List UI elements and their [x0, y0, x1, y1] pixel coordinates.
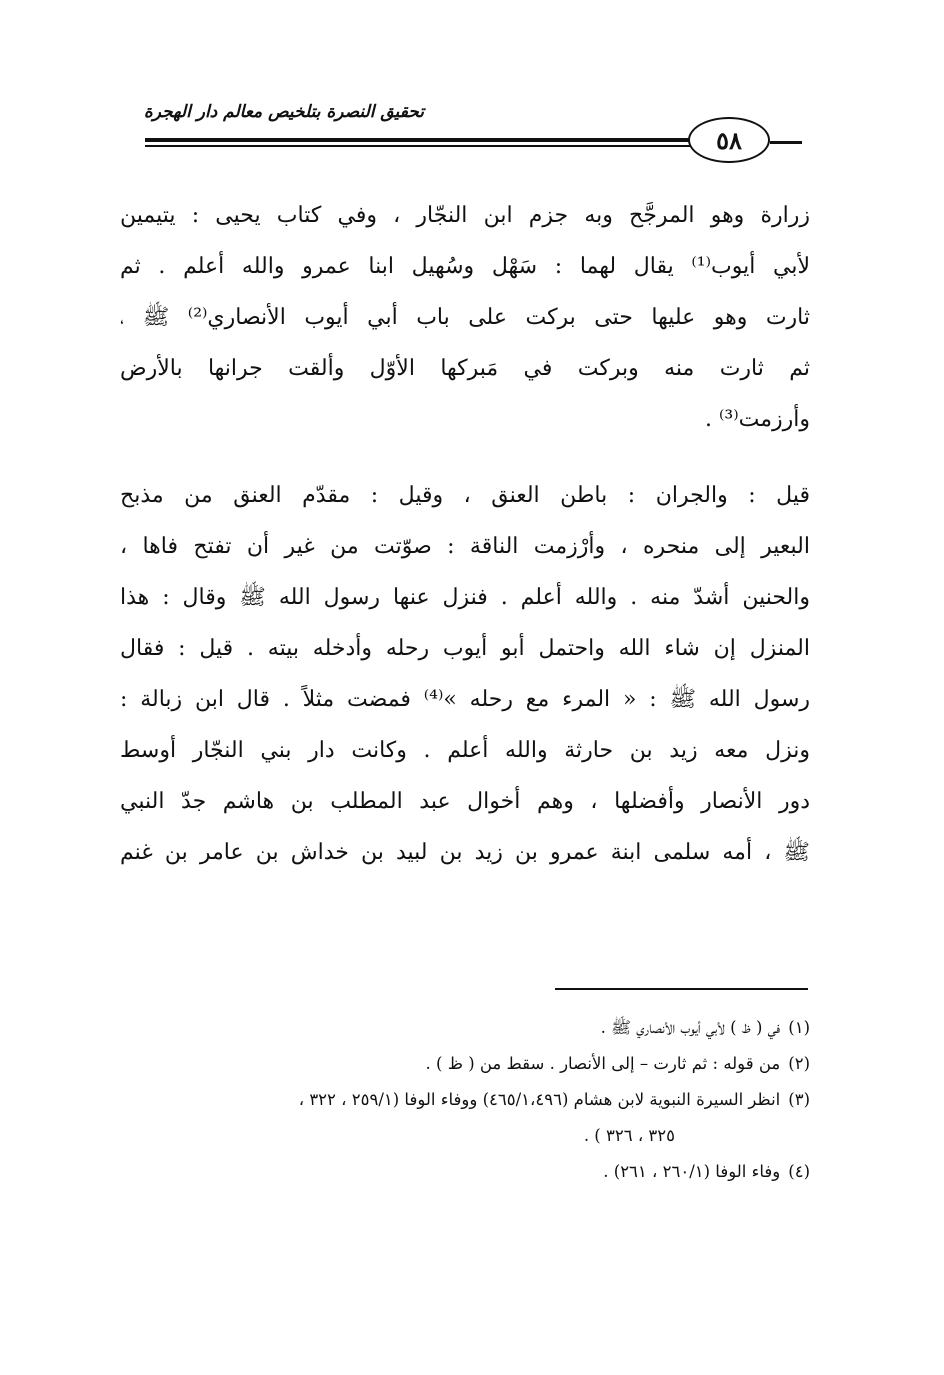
footnote-text: من قوله : ثم ثارت – إلى الأنصار . سقط من ( ظ ) .: [425, 1054, 781, 1073]
footnote-2: [118, 1046, 810, 1082]
text-line: زرارة وهو المرجَّح وبه جزم ابن النجّار ، وفي كتاب يحيى : يتيمين: [120, 203, 810, 228]
footnote-text: انظر السيرة النبوية لابن هشام (٤٦٥/١،٤٩٦) ووفاء الوفا (٢٥٩/١ ، ٣٢٢ ،: [298, 1090, 781, 1109]
text-line: المنزل إن شاء الله واحتمل أبو أيوب رحله وأدخله بيته . قيل : فقال: [120, 636, 810, 661]
text-line: رسول الله ﷺ : « المرء مع رحله »⁽⁴⁾ فمضت مثلاً . قال ابن زبالة :: [120, 687, 810, 712]
footnote-number: (٤): [788, 1162, 810, 1181]
footnote-text: وفاء الوفا (٢٦٠/١ ، ٢٦١) .: [603, 1162, 781, 1181]
footnote-4: [118, 1154, 810, 1190]
footnote-1: [118, 1010, 810, 1046]
header-rule-right: [770, 141, 802, 144]
text-line: ثارت وهو عليها حتى بركت على باب أبي أيوب الأنصاري⁽²⁾ ﷺ ،: [120, 305, 810, 330]
running-title: تحقيق النصرة بتلخيص معالم دار الهجرة: [143, 102, 424, 122]
paragraph-1: [120, 190, 810, 445]
page-number-badge: [688, 117, 770, 163]
page-number: ٥٨: [716, 125, 742, 155]
text-line: ثم ثارت منه وبركت في مَبركها الأوّل وألقت جرانها بالأرض: [120, 356, 810, 381]
paragraph-2: [120, 470, 810, 878]
text-line: والحنين أشدّ منه . والله أعلم . فنزل عنها رسول الله ﷺ وقال : هذا: [120, 585, 810, 610]
footnote-number: (٢): [788, 1054, 810, 1073]
text-line: قيل : والجران : باطن العنق ، وقيل : مقدّم العنق من مذبح: [120, 483, 810, 508]
footnote-separator: [555, 988, 808, 990]
text-line: ﷺ ، أمه سلمى ابنة عمرو بن زيد بن لبيد بن خداش بن عامر بن غنم: [120, 840, 810, 865]
footnote-number: (١): [788, 1018, 810, 1037]
footnotes: [118, 1010, 810, 1190]
footnote-3-continuation: ٣٢٥ ، ٣٢٦ ) .: [583, 1126, 675, 1145]
footnote-number: (٣): [788, 1090, 810, 1109]
footnote-text: في ( ظ ) لأبي أيوب الأنصاري ﷺ .: [600, 1018, 781, 1037]
header-rule-thick: [145, 138, 690, 142]
text-line: البعير إلى منحره ، وأرْزمت الناقة : صوّتت من غير أن تفتح فاها ،: [120, 534, 810, 559]
text-line: دور الأنصار وأفضلها ، وهم أخوال عبد المطلب بن هاشم جدّ النبي: [120, 789, 810, 814]
text-line: لأبي أيوب⁽¹⁾ يقال لهما : سَهْل وسُهيل ابنا عمرو والله أعلم . ثم: [120, 254, 810, 279]
footnote-3: [118, 1082, 810, 1118]
text-line: ونزل معه زيد بن حارثة والله أعلم . وكانت دار بني النجّار أوسط: [120, 738, 810, 763]
header-rule-thin: [145, 145, 690, 147]
text-line: وأرزمت⁽³⁾ .: [705, 407, 810, 432]
